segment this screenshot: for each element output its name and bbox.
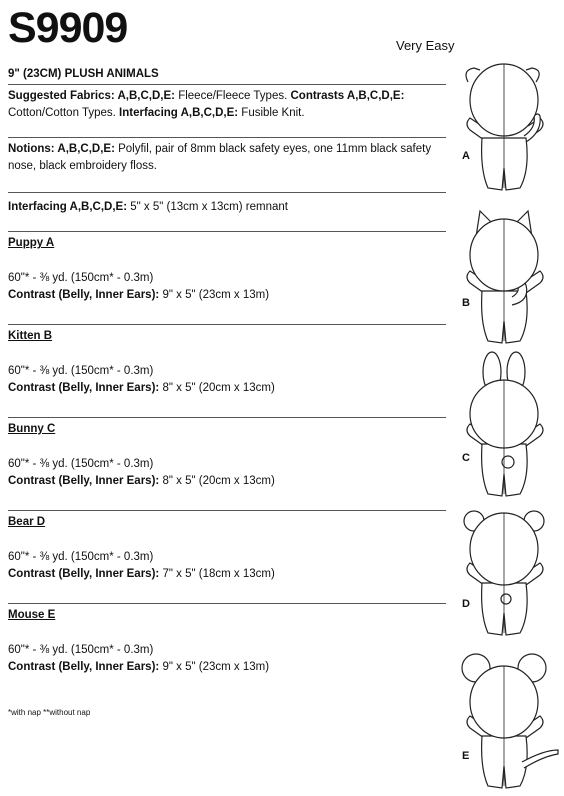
contrast-line bbox=[8, 659, 446, 676]
yardage: 60"* - ⅜ yd. (150cm* - 0.3m) bbox=[8, 272, 154, 284]
pattern-number: S9909 bbox=[8, 4, 128, 52]
mouse-back-illustration bbox=[460, 650, 564, 796]
fabric-interfacing-text: Fusible Knit. bbox=[238, 107, 305, 119]
contrast-value: 7" x 5" (18cm x 13cm) bbox=[159, 568, 275, 580]
view-illustrations bbox=[460, 60, 564, 796]
view-heading: Bunny C bbox=[8, 423, 56, 435]
pattern-info bbox=[8, 66, 446, 676]
contrasts-label: Contrasts A,B,C,D,E: bbox=[290, 90, 405, 102]
figure-label-d: D bbox=[462, 598, 470, 610]
fabrics-section bbox=[8, 85, 446, 138]
nap-footnote: *with nap **without nap bbox=[8, 708, 91, 717]
view-mouse bbox=[8, 604, 446, 676]
difficulty-label: Very Easy bbox=[396, 38, 455, 53]
interfacing-label: Interfacing A,B,C,D,E: bbox=[8, 201, 128, 213]
bunny-back-illustration bbox=[460, 350, 550, 500]
contrast-label: Contrast (Belly, Inner Ears): bbox=[8, 382, 160, 394]
figure-label-b: B bbox=[462, 297, 470, 309]
figure-label-a: A bbox=[462, 150, 470, 162]
contrast-line bbox=[8, 473, 446, 490]
contrast-value: 8" x 5" (20cm x 13cm) bbox=[159, 475, 275, 487]
yardage: 60"* - ⅜ yd. (150cm* - 0.3m) bbox=[8, 458, 154, 470]
fabric-interfacing-label: Interfacing A,B,C,D,E: bbox=[119, 107, 239, 119]
yardage: 60"* - ⅜ yd. (150cm* - 0.3m) bbox=[8, 644, 154, 656]
figure-label-c: C bbox=[462, 452, 470, 464]
contrast-label: Contrast (Belly, Inner Ears): bbox=[8, 661, 160, 673]
notions-label: Notions: A,B,C,D,E: bbox=[8, 143, 115, 155]
contrast-label: Contrast (Belly, Inner Ears): bbox=[8, 289, 160, 301]
subtitle: 9" (23CM) PLUSH ANIMALS bbox=[8, 68, 159, 80]
notions-section bbox=[8, 138, 446, 193]
view-bunny bbox=[8, 418, 446, 511]
fabrics-text: Fleece/Fleece Types. bbox=[175, 90, 291, 102]
contrast-value: 8" x 5" (20cm x 13cm) bbox=[159, 382, 275, 394]
view-heading: Mouse E bbox=[8, 609, 56, 621]
figure-label-e: E bbox=[462, 750, 470, 762]
bear-back-illustration bbox=[460, 505, 550, 640]
contrast-line bbox=[8, 380, 446, 397]
subtitle-section bbox=[8, 66, 446, 85]
puppy-back-illustration bbox=[460, 60, 550, 195]
view-heading: Bear D bbox=[8, 516, 46, 528]
view-bear bbox=[8, 511, 446, 604]
interfacing-section bbox=[8, 193, 446, 232]
view-heading: Kitten B bbox=[8, 330, 53, 342]
view-kitten bbox=[8, 325, 446, 418]
interfacing-text: 5" x 5" (13cm x 13cm) remnant bbox=[127, 201, 288, 213]
contrast-value: 9" x 5" (23cm x 13m) bbox=[159, 289, 270, 301]
contrasts-text: Cotton/Cotton Types. bbox=[8, 107, 120, 119]
yardage: 60"* - ⅜ yd. (150cm* - 0.3m) bbox=[8, 551, 154, 563]
kitten-back-illustration bbox=[460, 205, 550, 345]
yardage: 60"* - ⅜ yd. (150cm* - 0.3m) bbox=[8, 365, 154, 377]
fabrics-label: Suggested Fabrics: A,B,C,D,E: bbox=[8, 90, 175, 102]
contrast-label: Contrast (Belly, Inner Ears): bbox=[8, 568, 160, 580]
contrast-line bbox=[8, 287, 446, 304]
view-puppy bbox=[8, 232, 446, 325]
contrast-line bbox=[8, 566, 446, 583]
notions-text: Polyfil, pair of 8mm black safety eyes, one 11mm black safety nose, black embroidery floss. bbox=[8, 143, 432, 172]
view-heading: Puppy A bbox=[8, 237, 55, 249]
contrast-value: 9" x 5" (23cm x 13m) bbox=[159, 661, 270, 673]
contrast-label: Contrast (Belly, Inner Ears): bbox=[8, 475, 160, 487]
